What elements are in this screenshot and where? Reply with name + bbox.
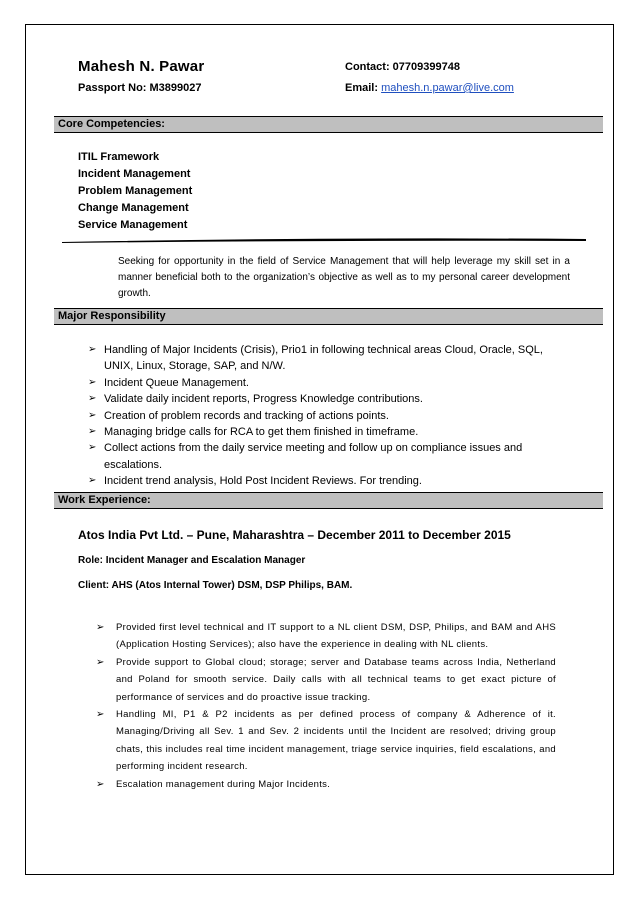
list-item: Incident Management xyxy=(78,168,191,180)
email-link[interactable]: mahesh.n.pawar@live.com xyxy=(381,82,514,94)
arrow-bullet-icon: ➢ xyxy=(88,344,97,355)
contact-number: Contact: 07709399748 xyxy=(345,61,460,73)
passport-number: Passport No: M3899027 xyxy=(78,82,202,94)
list-item: ➢ Incident Queue Management. xyxy=(88,375,568,391)
list-item: ➢ Provided first level technical and IT support to a NL client DSM, DSP, Philips, and BAM and AHS (Application Hosting Services); also have the experience in dealing with NL clients. xyxy=(96,619,556,654)
list-item: ➢ Incident trend analysis, Hold Post Incident Reviews. For trending. xyxy=(88,473,568,489)
candidate-name: Mahesh N. Pawar xyxy=(78,58,205,75)
list-item: ➢ Validate daily incident reports, Progress Knowledge contributions. xyxy=(88,391,568,407)
arrow-bullet-icon: ➢ xyxy=(88,426,97,438)
role-line: Role: Incident Manager and Escalation Manager xyxy=(78,555,306,566)
arrow-bullet-icon: ➢ xyxy=(96,656,105,668)
arrow-bullet-icon: ➢ xyxy=(88,442,97,454)
list-item: ➢ Handling MI, P1 & P2 incidents as per defined process of company & Adherence of it. Managing/Driving all Sev. 1 and Sev. 2 incidents until the Incident are resolved; driving group chats, this includes real time incident management, triage service inquiries, field escalations, and performing incident research. xyxy=(96,706,556,776)
arrow-bullet-icon: ➢ xyxy=(88,475,97,487)
email-label: Email: xyxy=(345,82,382,94)
work-experience-heading: Work Experience: xyxy=(54,492,603,509)
list-item: Service Management xyxy=(78,219,188,231)
list-item: ➢ Escalation management during Major Incidents. xyxy=(96,776,556,793)
list-item: ➢ Provide support to Global cloud; storage; server and Database teams across India, Netherland and Poland for smooth service. Daily calls with all technical teams to get exact picture of performance of services and do proactive issue tracking. xyxy=(96,654,556,706)
arrow-bullet-icon: ➢ xyxy=(88,393,97,405)
list-item: Problem Management xyxy=(78,185,193,197)
list-item: Change Management xyxy=(78,202,189,214)
arrow-bullet-icon: ➢ xyxy=(88,409,97,421)
arrow-bullet-icon: ➢ xyxy=(96,622,105,633)
client-line: Client: AHS (Atos Internal Tower) DSM, DSP Philips, BAM. xyxy=(78,580,353,591)
list-item: ➢ Managing bridge calls for RCA to get them finished in timeframe. xyxy=(88,424,568,440)
experience-list xyxy=(96,619,556,793)
arrow-bullet-icon: ➢ xyxy=(96,778,105,790)
arrow-bullet-icon: ➢ xyxy=(96,709,105,721)
list-item: ➢ Handling of Major Incidents (Crisis), Prio1 in following technical areas Cloud, Oracle, SQL, UNIX, Linux, Storage, SAP, and N/W. xyxy=(88,344,543,373)
list-item: ➢ Creation of problem records and tracking of actions points. xyxy=(88,408,568,424)
list-item: ➢ Collect actions from the daily service meeting and follow up on compliance issues and escalations. xyxy=(88,442,523,471)
career-objective: Seeking for opportunity in the field of Service Management that will help leverage my skill set in a manner beneficial both to the organization’s objective as well as to my personal career development growth. xyxy=(118,256,570,299)
responsibility-list xyxy=(88,342,568,490)
email-line xyxy=(345,82,514,94)
employer-line: Atos India Pvt Ltd. – Pune, Maharashtra – December 2011 to December 2015 xyxy=(78,528,511,542)
divider-swoosh xyxy=(62,236,586,244)
core-competencies-heading: Core Competencies: xyxy=(54,116,603,133)
list-item: ITIL Framework xyxy=(78,151,160,163)
core-competencies-list xyxy=(78,149,192,234)
arrow-bullet-icon: ➢ xyxy=(88,376,97,388)
major-responsibility-heading: Major Responsibility xyxy=(54,308,603,325)
